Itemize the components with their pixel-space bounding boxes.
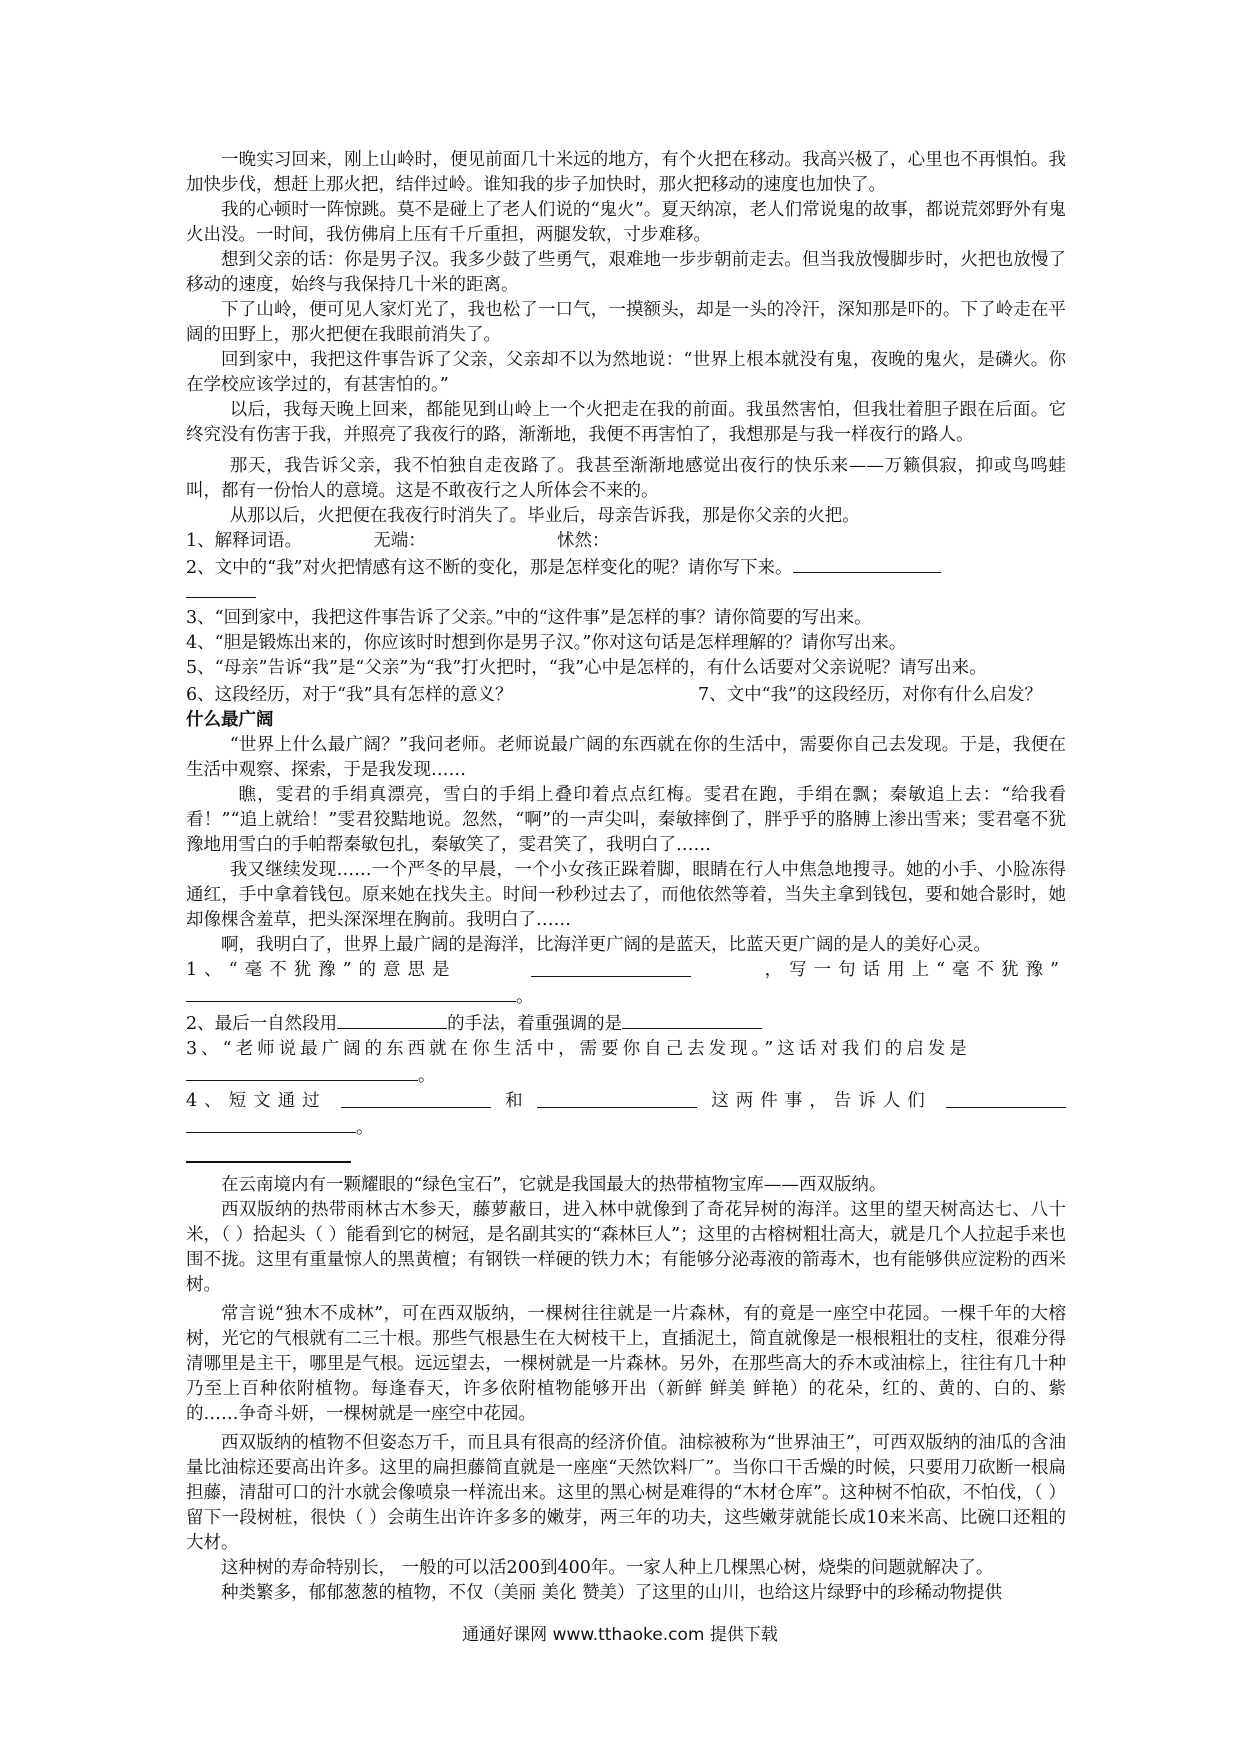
story-widest-paragraph-4: 啊，我明白了，世界上最广阔的是海洋，比海洋更广阔的是蓝天，比蓝天更广阔的是人的美好心灵。 [221, 935, 991, 955]
answer-blank[interactable] [622, 1010, 762, 1029]
story-torch-paragraph-6: 以后，我每天晚上回来，都能见到山岭上一个火把走在我的前面。我虽然害怕，但我壮着胆子跟在后面。它终究没有伤害于我，并照亮了我夜行的路，渐渐地，我便不再害怕了，我想那是与我一样夜行的路人。 [186, 400, 1066, 445]
answer-blank[interactable] [337, 1010, 447, 1029]
question-6: 6、这段经历，对于“我”具有怎样的意义？ [186, 685, 513, 705]
answer-blank[interactable] [186, 1114, 356, 1133]
widest-question-4-end: 。 [356, 1118, 374, 1138]
answer-blank[interactable] [537, 1089, 697, 1108]
question-1-word-2: 怵然： [556, 531, 610, 551]
story-torch-paragraph-3: 想到父亲的话：你是男子汉。我多少鼓了些勇气，艰难地一步步朝前走去。但当我放慢脚步时，火把也放慢了移动的速度，始终与我保持几十米的距离。 [186, 250, 1066, 295]
widest-question-2-part-b: 的手法，着重强调的是 [447, 1014, 623, 1034]
question-1-label: 1、解释词语。 [186, 531, 303, 551]
story-xishuangbanna-paragraph-6: 种类繁多，郁郁葱葱的植物，不仅（美丽 美化 赞美）了这里的山川，也给这片绿野中的珍稀动物提供 [221, 1583, 1003, 1603]
question-3: 3、“回到家中，我把这件事告诉了父亲。”中的“这件事”是怎样的事？请你简要的写出来。 [186, 608, 872, 628]
answer-blank[interactable] [946, 1089, 1066, 1108]
worksheet-page [186, 148, 1066, 1606]
story-widest-paragraph-1: “世界上什么最广阔？”我问老师。老师说最广阔的东西就在你的生活中，需要你自己去发现。于是，我便在生活中观察、探索，于是我发现…… [186, 735, 1066, 780]
widest-question-2 [186, 1010, 1066, 1037]
widest-question-1-line-2 [186, 983, 1066, 1010]
questions-6-7-row [186, 683, 1066, 708]
widest-question-1-part-a: 1、“毫不犹豫”的意思是 [186, 960, 457, 980]
widest-question-3-line-2 [186, 1062, 1066, 1089]
answer-blank[interactable] [186, 583, 256, 598]
widest-question-4-part-b: 和 [505, 1091, 523, 1111]
section-divider [186, 1161, 351, 1163]
story-widest-title: 什么最广阔 [186, 710, 274, 730]
answer-blank[interactable] [341, 1089, 491, 1108]
question-1-word-1: 无端： [373, 531, 426, 551]
story-xishuangbanna-paragraph-3: 常言说“独木不成林”，可在西双版纳，一棵树往往就是一片森林，有的竟是一座空中花园。一棵千年的大榕树，光它的气根就有二三十根。那些气根悬生在大树枝干上，直插泥土，简直就像是一根根粗壮的支柱，很难分得清哪里是主干，哪里是气根。远远望去，一棵树就是一片森林。另外，在那些高大的乔木或油棕上，往往有几十种乃至上百种依附植物。每逢春天，许多依附植物能够开出（新鲜 鲜美 鲜艳）的花朵，红的、黄的、白的、紫的……争奇斗妍，一棵树就是一座空中花园。 [186, 1304, 1066, 1424]
widest-question-1-end: 。 [516, 987, 534, 1007]
story-widest-paragraph-2: 瞧，雯君的手绢真漂亮，雪白的手绢上叠印着点点红梅。雯君在跑，手绢在飘；秦敏追上去：“给我看看！”“追上就给！”雯君狡黠地说。忽然，“啊”的一声尖叫，秦敏摔倒了，胖乎乎的胳膊上渗出雪来；雯君毫不犹豫地用雪白的手帕帮秦敏包扎，秦敏笑了，雯君笑了，我明白了…… [186, 785, 1066, 855]
question-2-continuation [186, 581, 1066, 606]
widest-question-4-part-c: 这两件事，告诉人们 [711, 1091, 932, 1111]
story-xishuangbanna-paragraph-5: 这种树的寿命特别长， 一般的可以活200到400年。一家人种上几棵黑心树，烧柴的问题就解决了。 [221, 1558, 994, 1578]
page-footer: 通通好课网 www.tthaoke.com 提供下载 [462, 1625, 778, 1645]
story-torch-paragraph-5: 回到家中，我把这件事告诉了父亲，父亲却不以为然地说：“世界上根本就没有鬼，夜晚的鬼火，是磷火。你在学校应该学过的，有甚害怕的。” [186, 350, 1066, 395]
story-xishuangbanna-paragraph-2: 西双版纳的热带雨林古木参天，藤萝蔽日，进入林中就像到了奇花异树的海洋。这里的望天树高达七、八十米，（ ）拾起头（ ）能看到它的树冠，是名副其实的“森林巨人”；这里的古榕树粗壮高大，就是几个人拉起手来也围不拢。这里有重量惊人的黑黄檀；有钢铁一样硬的铁力木；有能够分泌毒液的箭毒木，也有能够供应淀粉的西米树。 [186, 1200, 1066, 1295]
widest-question-2-part-a: 2、最后一自然段用 [186, 1014, 338, 1034]
story-xishuangbanna-paragraph-4: 西双版纳的植物不但姿态万千，而且具有很高的经济价值。油棕被称为“世界油王”，可西双版纳的油瓜的含油量比油棕还要高出许多。这里的扁担藤简直就是一座座“天然饮料厂”。当你口干舌燥的时候，只要用刀砍断一根扁担藤，清甜可口的汁水就会像喷泉一样流出来。这里的黑心树是难得的“木材仓库”。这种树不怕砍，不怕伐，（ ）留下一段树桩，很快（ ）会萌生出许许多多的嫩芽，两三年的功夫，这些嫩芽就能长成10来米高、比碗口还粗的大材。 [186, 1433, 1066, 1553]
story-torch [186, 148, 1066, 708]
question-7: 7、文中“我”的这段经历，对你有什么启发？ [697, 685, 1042, 705]
story-xishuangbanna-paragraph-1: 在云南境内有一颗耀眼的“绿色宝石”，它就是我国最大的热带植物宝库——西双版纳。 [221, 1175, 887, 1195]
story-torch-paragraph-4: 下了山岭，便可见人家灯光了，我也松了一口气，一摸额头，却是一头的冷汗，深知那是吓的。下了岭走在平阔的田野上，那火把便在我眼前消失了。 [186, 300, 1066, 345]
question-2-text: 2、文中的“我”对火把情感有这不断的变化，那是怎样变化的呢？请你写下来。 [186, 558, 793, 578]
widest-question-3-end: 。 [418, 1066, 436, 1086]
widest-question-1-part-b: ，写一句话用上“毫不犹豫” [764, 960, 1066, 980]
story-torch-paragraph-1: 一晚实习回来，刚上山岭时，便见前面几十米远的地方，有个火把在移动。我高兴极了，心里也不再惧怕。我加快步伐，想赶上那火把，结伴过岭。谁知我的步子加快时，那火把移动的速度也加快了。 [186, 150, 1066, 195]
story-widest [186, 708, 1066, 1141]
answer-blank[interactable] [793, 554, 941, 573]
widest-question-4 [186, 1089, 1066, 1114]
question-5: 5、“母亲”告诉“我”是“父亲”为“我”打火把时，“我”心中是怎样的，有什么话要对父亲说呢？请写出来。 [186, 658, 987, 678]
widest-question-1 [186, 958, 1066, 983]
widest-question-4-line-2 [186, 1114, 1066, 1141]
story-torch-paragraph-7: 那天，我告诉父亲，我不怕独自走夜路了。我甚至渐渐地感觉出夜行的快乐来——万籁俱寂，抑或鸟鸣蛙叫，都有一份怡人的意境。这是不敢夜行之人所体会不来的。 [186, 456, 1066, 501]
question-4: 4、“胆是锻炼出来的，你应该时时想到你是男子汉。”你对这句话是怎样理解的？请你写出来。 [186, 633, 907, 653]
answer-blank[interactable] [186, 983, 516, 1002]
story-torch-paragraph-2: 我的心顿时一阵惊跳。莫不是碰上了老人们说的“鬼火”。夏天纳凉，老人们常说鬼的故事，都说荒郊野外有鬼火出没。一时间，我仿佛肩上压有千斤重担，两腿发软，寸步难移。 [186, 200, 1066, 245]
question-2 [186, 554, 1066, 581]
answer-blank[interactable] [531, 958, 691, 977]
question-1 [186, 529, 1066, 554]
story-torch-paragraph-8: 从那以后，火把便在我夜行时消失了。毕业后，母亲告诉我，那是你父亲的火把。 [229, 506, 860, 526]
story-widest-paragraph-3: 我又继续发现……一个严冬的早晨，一个小女孩正跺着脚，眼睛在行人中焦急地搜寻。她的小手、小脸冻得通红，手中拿着钱包。原来她在找失主。时间一秒秒过去了，而他依然等着，当失主拿到钱包，要和她合影时，她却像棵含羞草，把头深深埋在胸前。我明白了…… [186, 860, 1066, 930]
story-xishuangbanna [186, 1173, 1066, 1606]
widest-question-4-part-a: 4、短文通过 [186, 1091, 327, 1111]
widest-question-3: 3、“老师说最广阔的东西就在你生活中，需要你自己去发现。”这话对我们的启发是 [186, 1039, 971, 1059]
answer-blank[interactable] [186, 1062, 418, 1081]
